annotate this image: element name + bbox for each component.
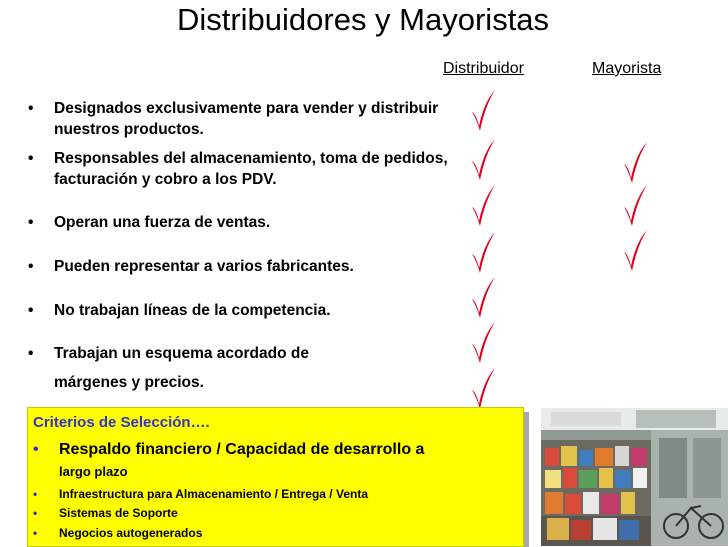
bullet-dot: • bbox=[33, 487, 38, 501]
check-mark-icon bbox=[470, 183, 496, 227]
bullet-dot: • bbox=[33, 441, 39, 458]
selection-criteria-box bbox=[27, 407, 524, 547]
store-photo bbox=[541, 408, 728, 546]
list-item-text: Operan una fuerza de ventas. bbox=[54, 214, 271, 231]
list-item-text: No trabajan líneas de la competencia. bbox=[54, 302, 331, 319]
check-mark-icon bbox=[470, 230, 496, 274]
criteria-item-text: Infraestructura para Almacenamiento / Entrega / Venta bbox=[59, 487, 368, 501]
column-header-mayorista: Mayorista bbox=[592, 60, 662, 77]
check-mark-icon bbox=[470, 275, 496, 319]
check-mark-icon bbox=[622, 228, 648, 272]
list-item-text: Trabajan un esquema acordado de bbox=[54, 345, 309, 362]
bullet-dot: • bbox=[28, 100, 34, 117]
criteria-item-text: Sistemas de Soporte bbox=[59, 506, 178, 520]
criteria-item-text: Negocios autogenerados bbox=[59, 526, 203, 540]
bullet-dot: • bbox=[28, 302, 34, 319]
bullet-dot: • bbox=[33, 526, 38, 540]
bullet-dot: • bbox=[28, 258, 34, 275]
slide-title: Distribuidores y Mayoristas bbox=[176, 2, 550, 37]
check-mark-icon bbox=[622, 140, 648, 184]
criteria-heading: Criterios de Selección…. bbox=[33, 414, 210, 431]
check-mark-icon bbox=[622, 183, 648, 227]
list-item-text: márgenes y precios. bbox=[54, 374, 204, 391]
bullet-dot: • bbox=[28, 214, 34, 231]
criteria-main-text: Respaldo financiero / Capacidad de desarrollo a bbox=[59, 441, 425, 458]
bullet-dot: • bbox=[33, 506, 38, 520]
bullet-dot: • bbox=[28, 345, 34, 362]
bullet-dot: • bbox=[28, 150, 34, 167]
list-item-text: Responsables del almacenamiento, toma de pedidos, facturación y cobro a los PDV. bbox=[54, 150, 448, 188]
check-mark-icon bbox=[470, 88, 496, 132]
check-mark-icon bbox=[470, 320, 496, 364]
check-mark-icon bbox=[470, 366, 496, 410]
list-item-text: Designados exclusivamente para vender y distribuir nuestros productos. bbox=[54, 100, 439, 138]
criteria-main-text-continued: largo plazo bbox=[59, 464, 128, 479]
check-mark-icon bbox=[470, 137, 496, 181]
list-item-text: Pueden representar a varios fabricantes. bbox=[54, 258, 354, 275]
column-header-distribuidor: Distribuidor bbox=[443, 60, 524, 77]
